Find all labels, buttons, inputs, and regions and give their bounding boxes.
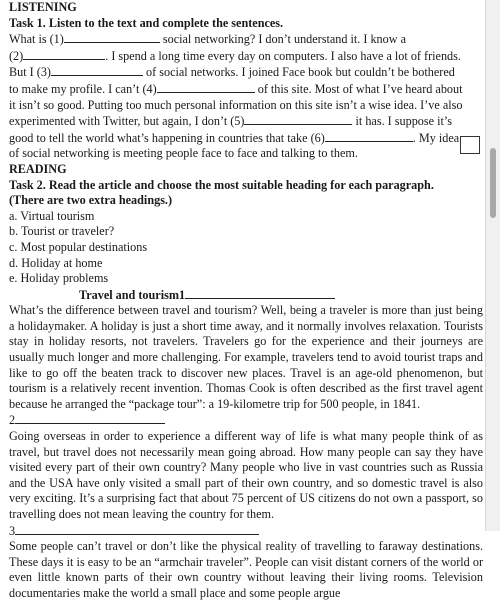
blank-6[interactable] (325, 130, 413, 142)
answer-box[interactable] (460, 136, 480, 154)
reading-section-title: READING (9, 161, 67, 176)
task2-subtitle: (There are two extra headings.) (9, 193, 173, 208)
paragraph-2-number: 2 (9, 412, 483, 429)
article-title-row (9, 287, 483, 304)
heading-option-a: a. Virtual tourism (9, 208, 95, 223)
scrollbar-thumb[interactable] (490, 148, 496, 218)
heading-blank-2[interactable] (15, 412, 165, 424)
task2-title: Task 2. Read the article and choose the most suitable heading for each paragraph. (9, 177, 434, 192)
heading-option-b: b. Tourist or traveler? (9, 224, 115, 239)
paragraph-1: What’s the difference between travel and tourism? Well, being a traveler is more than just being a holidaymaker. A holiday is just a short time away, and it normally involves relaxation. Tourists stay in holiday resorts, not travelers. Travelers go for the experience and their journeys are usually much longer and more challenging. For example, travelers tend to avoid tourist traps and like to go off the beaten track to discover new places. Travel is an age-old phenomenon, but tourism is a relatively recent invention. Thomas Cook is often described as the first travel agent because he arranged the “package tour”: a 19-kilometre trip for 500 people, in 1841. (9, 303, 483, 411)
paragraph-3-number: 3 (9, 523, 483, 540)
heading-option-d: d. Holiday at home (9, 255, 103, 270)
task1-line-2: (2) . I spend a long time every day on computers. I also have a lot of friends. (9, 48, 461, 63)
blank-5[interactable] (244, 113, 352, 125)
task1-line-8: of social networking is meeting people face to face and talking to them. (9, 146, 358, 161)
task1-line-6: experimented with Twitter, but again, I don’t (5) it has. I suppose it’s (9, 114, 452, 129)
task1-line-1: What is (1) social networking? I don’t understand it. I know a (9, 32, 407, 47)
task1-title: Task 1. Listen to the text and complete the sentences. (9, 15, 284, 30)
paragraph-2: Going overseas in order to experience a different way of life is what many people think of as travel, but travel does not necessarily mean going abroad. How many people can say they have visited every part of their own country? Many people who live in vast countries such as Russia and the USA have only visited a small part of their own country, and so domestic travel is also very exciting. It’s a surprising fact that about 75 percent of US citizens do not own a passport, so travelling does not mean leaving the country for them. (9, 429, 483, 521)
heading-option-e: e. Holiday problems (9, 271, 109, 286)
heading-blank-1[interactable] (185, 287, 335, 299)
task1-line-4: to make my profile. I can’t (4) of this site. Most of what I’ve heard about (9, 81, 463, 96)
blank-3[interactable] (51, 64, 143, 76)
task1-line-3: But I (3) of social networks. I joined Face book but couldn’t be bothered (9, 65, 455, 80)
listening-section-title: LISTENING (9, 0, 77, 14)
worksheet-page (9, 0, 483, 602)
task1-line-7: good to tell the world what’s happening in countries that take (6) . My idea (9, 130, 460, 145)
heading-blank-3[interactable] (15, 523, 259, 535)
article-title: Travel and tourism1 (79, 287, 186, 302)
blank-2[interactable] (23, 48, 105, 60)
blank-1[interactable] (64, 31, 160, 43)
paragraph-3: Some people can’t travel or don’t like the physical reality of travelling to faraway destinations. These days it is easy to be an “armchair traveler”. People can visit distant corners of the world or even little known parts of their own country without leaving their living rooms. Television documentaries make the world a small place and some people argue (9, 539, 483, 600)
scrollbar[interactable] (485, 0, 500, 531)
heading-option-c: c. Most popular destinations (9, 239, 148, 254)
task1-line-5: it isn’t so good. Putting too much personal information on this site isn’t a wise idea. I’ve also (9, 97, 463, 112)
blank-4[interactable] (157, 81, 255, 93)
